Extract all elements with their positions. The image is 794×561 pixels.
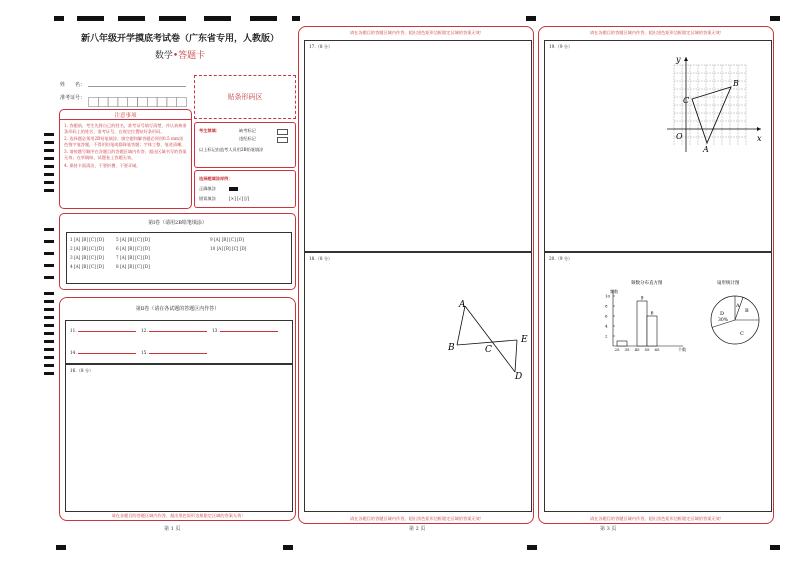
timing-mark (44, 300, 54, 303)
histogram-y-tick-label: 10 (605, 293, 611, 299)
exam-no-box[interactable] (98, 98, 108, 107)
exam-no-box[interactable] (89, 98, 99, 107)
timing-mark (44, 292, 54, 295)
name-label: 姓 名： (60, 82, 86, 88)
timing-mark (770, 545, 780, 550)
exam-no-box[interactable] (108, 98, 118, 107)
boundary-note: 请在各题目的答题区域内作答，超出黑色矩形边框限定区域的答案无效！ (589, 30, 724, 35)
histogram-y-tick-label: 6 (605, 313, 608, 319)
exam-no-boxes[interactable] (88, 92, 188, 102)
section2-title: 第Ⅱ卷（请在各试题的答题区内作答） (135, 306, 220, 312)
timing-mark (44, 324, 54, 327)
violation-checkbox[interactable] (277, 137, 288, 143)
q12-label: 12. (141, 328, 148, 333)
fig18-label-A: A (459, 300, 466, 310)
page3-frame (538, 26, 774, 524)
pie-title: 扇形统计图 (717, 281, 740, 286)
timing-mark (204, 16, 231, 21)
histogram-bar (617, 341, 627, 346)
page-number: 第 1 页 (164, 526, 181, 532)
timing-mark (44, 141, 54, 144)
timing-mark (770, 16, 780, 21)
q14-line[interactable] (78, 353, 136, 354)
violation-label: 违纪标记 (239, 136, 256, 141)
choice-question[interactable]: 4 [A] [B] [C] [D] (70, 264, 104, 269)
absent-label: 缺考标记 (239, 128, 256, 133)
barcode-area (194, 75, 296, 119)
q20-pie-chart (700, 275, 770, 355)
exam-no-box[interactable] (167, 98, 177, 107)
exam-no-label: 准考证号： (60, 95, 86, 101)
exam-no-box[interactable] (147, 98, 157, 107)
page-number: 第 3 页 (600, 526, 617, 532)
notes-item: 3. 请按题号顺序在各题目的答题区域内作答，超出区域书写的答案无效；在草稿纸、试题卷上答题无效。 (64, 149, 187, 160)
choice-question[interactable]: 8 [A] [B] [C] [D] (116, 264, 150, 269)
subject-suffix: 答题卡 (178, 51, 206, 61)
timing-mark (44, 308, 54, 311)
timing-mark (77, 16, 104, 21)
q11-blank[interactable] (70, 328, 136, 333)
page-number: 第 2 页 (409, 526, 426, 532)
q16-label: 16.（8 分） (70, 368, 94, 373)
fig19-label-C: C (683, 96, 690, 105)
notes-title: 注意事项 (60, 111, 191, 120)
pie-label-D: D (720, 311, 725, 317)
section1-panel (59, 213, 296, 290)
pie-label-A: A (736, 303, 740, 309)
fig18-label-C: C (485, 345, 492, 355)
origin-label: O (676, 132, 683, 141)
q19-label: 19.（9 分） (549, 44, 573, 49)
histogram-bar (647, 316, 657, 346)
q18-answer-box[interactable] (304, 252, 532, 512)
grid (674, 65, 746, 145)
q13-blank[interactable] (212, 328, 278, 333)
segment-ED (515, 340, 517, 372)
timing-mark (44, 332, 54, 335)
exam-no-grid (88, 97, 188, 107)
timing-mark (250, 16, 277, 21)
subject-title (60, 48, 300, 61)
timing-mark (283, 545, 293, 550)
q13-line[interactable] (220, 331, 278, 332)
timing-mark (54, 16, 64, 21)
exam-no-box[interactable] (177, 98, 187, 107)
q15-line[interactable] (149, 353, 207, 354)
subject-dot: • (172, 51, 179, 61)
q18-figure (445, 298, 535, 382)
bar-value-label: 9 (640, 296, 644, 302)
histogram-bars (617, 301, 657, 346)
timing-mark (118, 16, 145, 21)
wrong-fill-label: 错误填涂 (199, 196, 216, 201)
fill-sample-panel (194, 170, 296, 208)
q18-label: 18.（8 分） (309, 256, 333, 261)
timing-mark (44, 356, 54, 359)
bar-value-label: 6 (650, 311, 654, 317)
page2-frame (298, 26, 534, 524)
choice-question[interactable]: 6 [A] [B] [C] [D] (116, 246, 150, 251)
q14-blank[interactable] (70, 350, 136, 355)
histogram-y-ticks (605, 294, 615, 339)
exam-no-box[interactable] (157, 98, 167, 107)
segment-AB (457, 306, 465, 345)
q15-label: 15. (141, 350, 148, 355)
timing-mark (44, 340, 54, 343)
choice-question[interactable]: 1 [A] [B] [C] [D] (70, 237, 104, 242)
timing-mark (44, 181, 54, 184)
timing-mark (44, 133, 54, 136)
histogram-x-tick-label: 25 (614, 347, 620, 352)
pie-label-B: B (745, 308, 749, 314)
pie-label-C: C (740, 331, 744, 337)
choice-question[interactable]: 9 [A] [B] [C] [D] (210, 237, 244, 242)
q13-label: 13. (212, 328, 219, 333)
x-axis-label: x (757, 134, 762, 143)
choice-question[interactable]: 10 [A] [B] [C] [D] (210, 246, 247, 251)
examinee-panel (194, 122, 296, 168)
histogram-x-tick-label: 45 (634, 347, 640, 352)
exam-no-box[interactable] (118, 98, 128, 107)
barcode-label: 贴条形码区 (227, 93, 263, 101)
section2-panel (59, 297, 296, 521)
subject-prefix: 数学 (154, 51, 173, 61)
timing-mark (159, 16, 186, 21)
q15-blank[interactable] (141, 350, 207, 355)
histogram-x-ticks (614, 347, 660, 352)
histogram-x-tick-label: 55 (644, 347, 650, 352)
histogram-y-tick-label: 4 (605, 323, 608, 329)
histogram-x-tick-label: 65 (654, 347, 660, 352)
section1-title: 第Ⅰ卷（请用2B铅笔填涂） (148, 220, 207, 226)
x-axis-arrow (757, 127, 761, 131)
histogram-xlabel: 个数 (678, 347, 686, 352)
boundary-note: 请在各题目的答题区域内作答，超出黑色矩形边框限定区域的答案无效！ (349, 516, 484, 521)
histogram-y-tick-label: 2 (605, 333, 608, 339)
fig18-label-D: D (515, 372, 523, 382)
timing-mark (44, 157, 54, 160)
exam-title: 新八年级开学摸底考试卷（广东省专用，人教版） (80, 34, 279, 44)
fig19-label-A: A (703, 145, 709, 154)
timing-mark (44, 252, 54, 255)
q12-line[interactable] (149, 331, 207, 332)
boundary-note: 请在各题目的答题区域内作答，超出黑色矩形边框限定区域的答案无效！ (589, 516, 724, 521)
absent-checkbox[interactable] (277, 129, 288, 135)
notes-item: 2. 选择题必须用2B铅笔填涂；填空题和解答题必须用0.5 mm黑色签字笔答题，不得用铅笔或圆珠笔答题；字体工整、笔迹清晰。 (64, 136, 186, 147)
q20-label: 20.（9 分） (549, 256, 573, 261)
segment-AD (465, 306, 515, 372)
pie-label-D-percent: 30% (718, 318, 729, 323)
q20-histogram (603, 275, 693, 355)
blank-answer-box (65, 320, 293, 364)
q12-blank[interactable] (141, 328, 207, 333)
correct-fill-sample (229, 187, 238, 191)
fig18-label-B: B (448, 343, 455, 353)
notes-item: 4. 保持卡面清洁，不要折叠、不要弄破。 (64, 162, 141, 168)
timing-mark (44, 348, 54, 351)
q17-label: 17.（8 分） (309, 44, 333, 49)
histogram-x-tick-label: 35 (624, 347, 630, 352)
timing-mark (44, 364, 54, 367)
notes-panel (59, 109, 192, 209)
timing-mark (292, 16, 300, 21)
fig18-label-E: E (521, 335, 528, 345)
q16-answer-box[interactable] (65, 364, 293, 512)
examinee-note: 以上标记由监考人员用2B铅笔填涂 (199, 147, 264, 152)
y-axis-label: y (676, 55, 681, 64)
choice-question[interactable]: 3 [A] [B] [C] [D] (70, 255, 104, 260)
q14-label: 14. (70, 350, 77, 355)
y-axis-arrow (684, 57, 688, 61)
q20-answer-box[interactable] (544, 252, 772, 512)
histogram-title: 频数分布直方图 (631, 281, 663, 286)
timing-mark (44, 228, 54, 231)
timing-mark (44, 372, 54, 375)
timing-mark (44, 189, 54, 192)
fill-sample-title: 选择题填涂样例： (199, 176, 233, 181)
q19-answer-box[interactable] (544, 40, 772, 252)
timing-mark (44, 173, 54, 176)
timing-mark (56, 545, 66, 550)
timing-mark (44, 264, 54, 267)
timing-mark (44, 316, 54, 319)
name-field[interactable] (88, 86, 186, 87)
timing-mark (526, 16, 536, 21)
timing-mark (44, 276, 54, 279)
wrong-fill-marks: [×] [√] [/] (229, 196, 250, 201)
timing-mark (527, 545, 537, 550)
timing-mark (44, 149, 54, 152)
boundary-note: 请在各题目的答题区域内作答，超出黑色矩形边框限定区域的答案无效！ (349, 30, 484, 35)
q17-answer-box[interactable] (304, 40, 532, 252)
exam-no-box[interactable] (128, 98, 138, 107)
histogram-bar (637, 301, 647, 346)
choice-question[interactable]: 7 [A] [B] [C] [D] (116, 255, 150, 260)
exam-no-box[interactable] (138, 98, 148, 107)
notes-list (60, 120, 191, 169)
q11-label: 11. (70, 328, 77, 333)
choice-question[interactable]: 5 [A] [B] [C] [D] (116, 237, 150, 242)
timing-mark (44, 165, 54, 168)
boundary-note: 请在各题目的答题区域内作答，超出黑色矩形边框限定区域的答案无效！ (111, 513, 246, 518)
fig19-label-B: B (733, 79, 739, 88)
histogram-y-tick-label: 8 (605, 303, 608, 309)
examinee-label: 考生禁填： (199, 128, 220, 133)
correct-fill-label: 正确填涂 (199, 186, 216, 191)
notes-item: 1. 答题前，考生先将自己的姓名，准考证号填写清楚，并认真核准条形码上的姓名、准考证号，在规定位置贴好条形码。 (64, 123, 187, 134)
histogram-ylabel: 频数 (610, 289, 618, 294)
q19-coordinate-figure (657, 47, 767, 157)
timing-mark (44, 240, 54, 243)
q11-line[interactable] (78, 331, 136, 332)
choice-question[interactable]: 2 [A] [B] [C] [D] (70, 246, 104, 251)
